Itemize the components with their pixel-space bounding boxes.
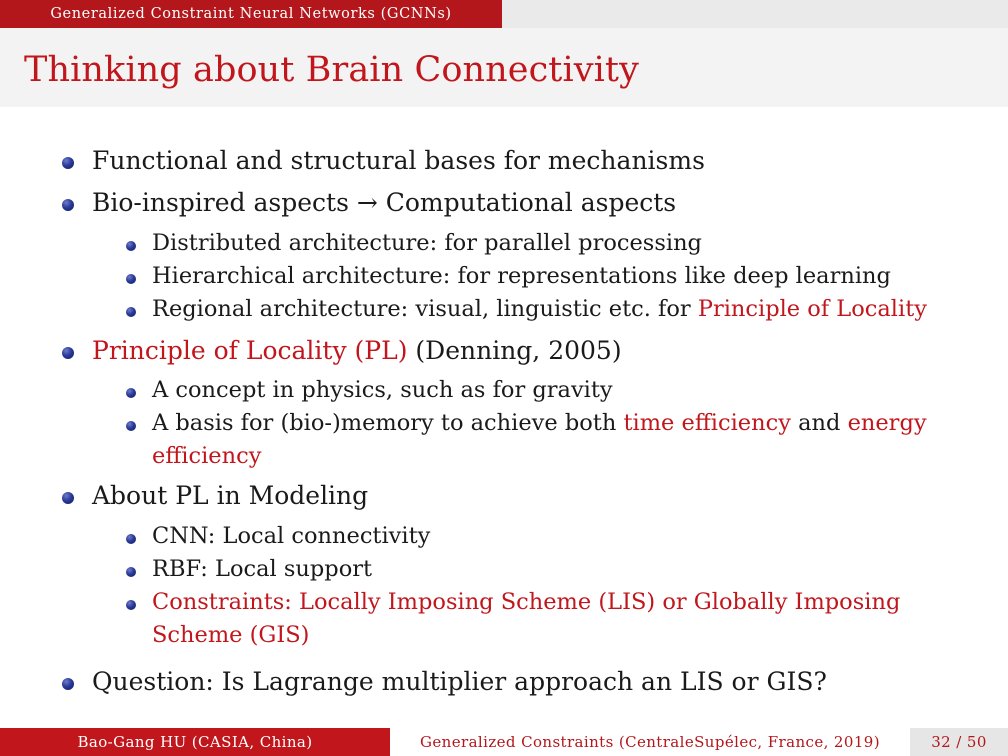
item-text: Bio-inspired aspects — [92, 188, 357, 217]
sub-list-item — [152, 263, 891, 289]
bullet-icon — [126, 600, 136, 610]
citation-text: (Denning, 2005) — [407, 336, 622, 365]
bullet-icon — [126, 388, 136, 398]
sub-list-item — [152, 589, 900, 615]
bullet-icon — [62, 157, 74, 169]
bullet-icon — [126, 241, 136, 251]
footer-talk-title[interactable]: Generalized Constraints (CentraleSupélec, France, 2019) — [390, 728, 910, 756]
footer-bar — [0, 728, 1008, 756]
slide-title: Thinking about Brain Connectivity — [24, 50, 639, 90]
item-text: CNN: Local connectivity — [152, 523, 431, 549]
page-number[interactable]: 32 / 50 — [910, 728, 1008, 756]
bullet-icon — [62, 678, 74, 690]
bullet-icon — [126, 274, 136, 284]
sub-list-item — [152, 410, 927, 436]
bullet-icon — [126, 567, 136, 577]
sub-list-item — [152, 230, 702, 256]
bullet-icon — [62, 347, 74, 359]
bullet-icon — [62, 492, 74, 504]
item-text: A basis for (bio-)memory to achieve both — [152, 410, 624, 436]
highlight-text: Principle of Locality — [697, 296, 927, 322]
item-text: About PL in Modeling — [92, 481, 369, 510]
highlight-text: Scheme (GIS) — [152, 622, 310, 648]
highlight-text: Principle of Locality (PL) — [92, 336, 408, 365]
sub-list-item-continuation — [152, 443, 261, 469]
highlight-text: Constraints: Locally Imposing Scheme (LIS) or Globally Imposing — [152, 589, 901, 615]
item-text: Computational aspects — [377, 188, 677, 217]
bullet-icon — [126, 534, 136, 544]
item-text: and — [790, 410, 848, 436]
bullet-icon — [126, 307, 136, 317]
header-bar-fill — [502, 0, 1008, 28]
bullet-icon — [126, 421, 136, 431]
highlight-text: efficiency — [152, 443, 262, 469]
list-item — [92, 188, 676, 217]
highlight-text: time efficiency — [623, 410, 791, 436]
item-text: RBF: Local support — [152, 556, 373, 582]
list-item — [92, 481, 368, 510]
footer-author[interactable]: Bao-Gang HU (CASIA, China) — [0, 728, 390, 756]
item-text: Regional architecture: visual, linguistic etc. for — [152, 296, 698, 322]
sub-list-item — [152, 377, 613, 403]
item-text: Functional and structural bases for mechanisms — [92, 146, 705, 175]
list-item — [92, 336, 622, 365]
item-text: Hierarchical architecture: for representations like deep learning — [152, 263, 891, 289]
sub-list-item — [152, 296, 927, 322]
item-text: A concept in physics, such as for gravity — [152, 377, 613, 403]
item-text: Distributed architecture: for parallel processing — [152, 230, 702, 256]
header-bar — [0, 0, 1008, 28]
bullet-icon — [62, 199, 74, 211]
sub-list-item — [152, 523, 430, 549]
arrow-icon: → — [356, 188, 378, 217]
sub-list-item — [152, 556, 372, 582]
item-text: Question: Is Lagrange multiplier approach an LIS or GIS? — [92, 667, 827, 696]
sub-list-item-continuation — [152, 622, 309, 648]
list-item — [92, 667, 827, 696]
section-name[interactable]: Generalized Constraint Neural Networks (GCNNs) — [0, 0, 502, 28]
highlight-text: energy — [847, 410, 927, 436]
list-item — [92, 146, 705, 175]
